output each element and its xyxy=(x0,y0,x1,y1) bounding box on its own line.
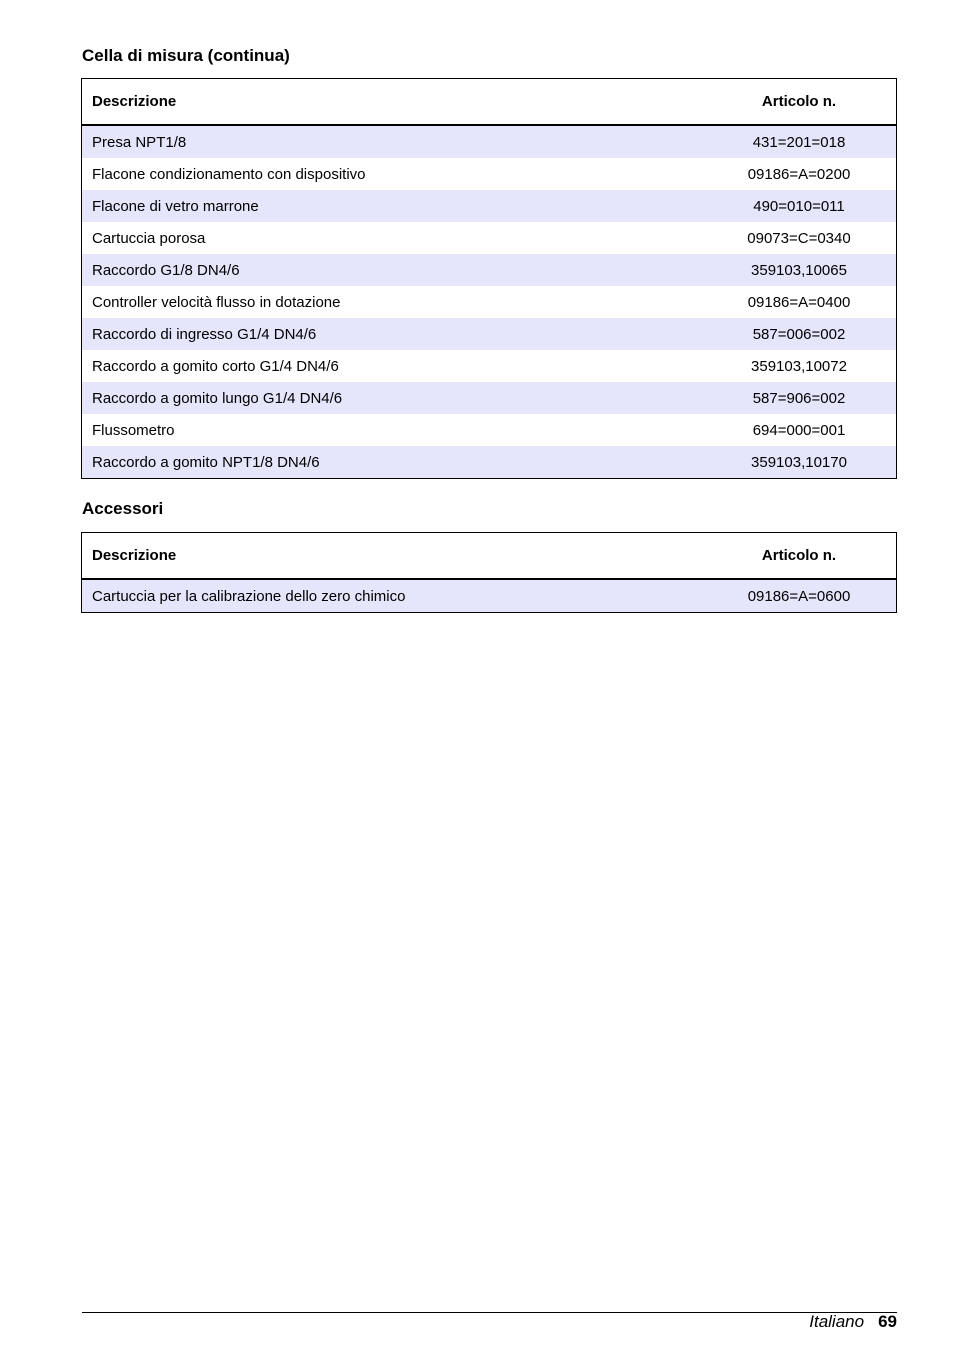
table-row xyxy=(82,190,896,222)
accessories-table xyxy=(81,532,897,613)
table-header xyxy=(82,533,896,580)
table-row xyxy=(82,446,896,478)
cell-article: 587=906=002 xyxy=(752,389,846,407)
footer-language: Italiano xyxy=(809,1312,865,1331)
cell-article: 490=010=011 xyxy=(753,197,845,215)
table-row xyxy=(82,318,896,350)
cell-description: Raccordo a gomito lungo G1/4 DN4/6 xyxy=(92,389,343,407)
cell-description: Flussometro xyxy=(92,421,175,439)
cell-article: 359103,10072 xyxy=(751,357,847,375)
table-body xyxy=(82,580,896,612)
cell-article: 09186=A=0200 xyxy=(747,165,851,183)
cell-article: 694=000=001 xyxy=(752,421,846,439)
cell-description: Presa NPT1/8 xyxy=(92,133,187,151)
page-footer xyxy=(809,1312,897,1332)
cell-description: Cartuccia porosa xyxy=(92,229,206,247)
column-header-description: Descrizione xyxy=(92,547,177,564)
table-row xyxy=(82,222,896,254)
cell-description: Raccordo di ingresso G1/4 DN4/6 xyxy=(92,325,317,343)
cell-article: 431=201=018 xyxy=(752,133,846,151)
measuring-cell-table xyxy=(81,78,897,479)
cell-article: 587=006=002 xyxy=(752,325,846,343)
cell-article: 09073=C=0340 xyxy=(747,229,851,247)
table-row xyxy=(82,350,896,382)
cell-description: Raccordo a gomito corto G1/4 DN4/6 xyxy=(92,357,339,375)
table-row xyxy=(82,382,896,414)
footer-divider xyxy=(82,1312,897,1313)
cell-description: Cartuccia per la calibrazione dello zero chimico xyxy=(92,587,406,605)
cell-article: 359103,10170 xyxy=(751,453,847,471)
table-row xyxy=(82,580,896,612)
section-title-accessories: Accessori xyxy=(82,499,164,518)
cell-description: Flacone di vetro marrone xyxy=(92,197,259,215)
table-body xyxy=(82,126,896,478)
cell-article: 09186=A=0400 xyxy=(747,293,851,311)
column-header-article: Articolo n. xyxy=(761,93,837,110)
table-header xyxy=(82,79,896,126)
cell-article: 09186=A=0600 xyxy=(747,587,851,605)
page-number: 69 xyxy=(878,1312,897,1331)
cell-description: Raccordo G1/8 DN4/6 xyxy=(92,261,240,279)
cell-description: Flacone condizionamento con dispositivo xyxy=(92,165,366,183)
cell-article: 359103,10065 xyxy=(751,261,847,279)
table-row xyxy=(82,126,896,158)
table-row xyxy=(82,286,896,318)
table-row xyxy=(82,414,896,446)
cell-description: Raccordo a gomito NPT1/8 DN4/6 xyxy=(92,453,320,471)
section-title-measuring-cell: Cella di misura (continua) xyxy=(82,46,290,65)
table-row xyxy=(82,158,896,190)
cell-description: Controller velocità flusso in dotazione xyxy=(92,293,341,311)
table-row xyxy=(82,254,896,286)
column-header-description: Descrizione xyxy=(92,93,177,110)
column-header-article: Articolo n. xyxy=(761,547,837,564)
